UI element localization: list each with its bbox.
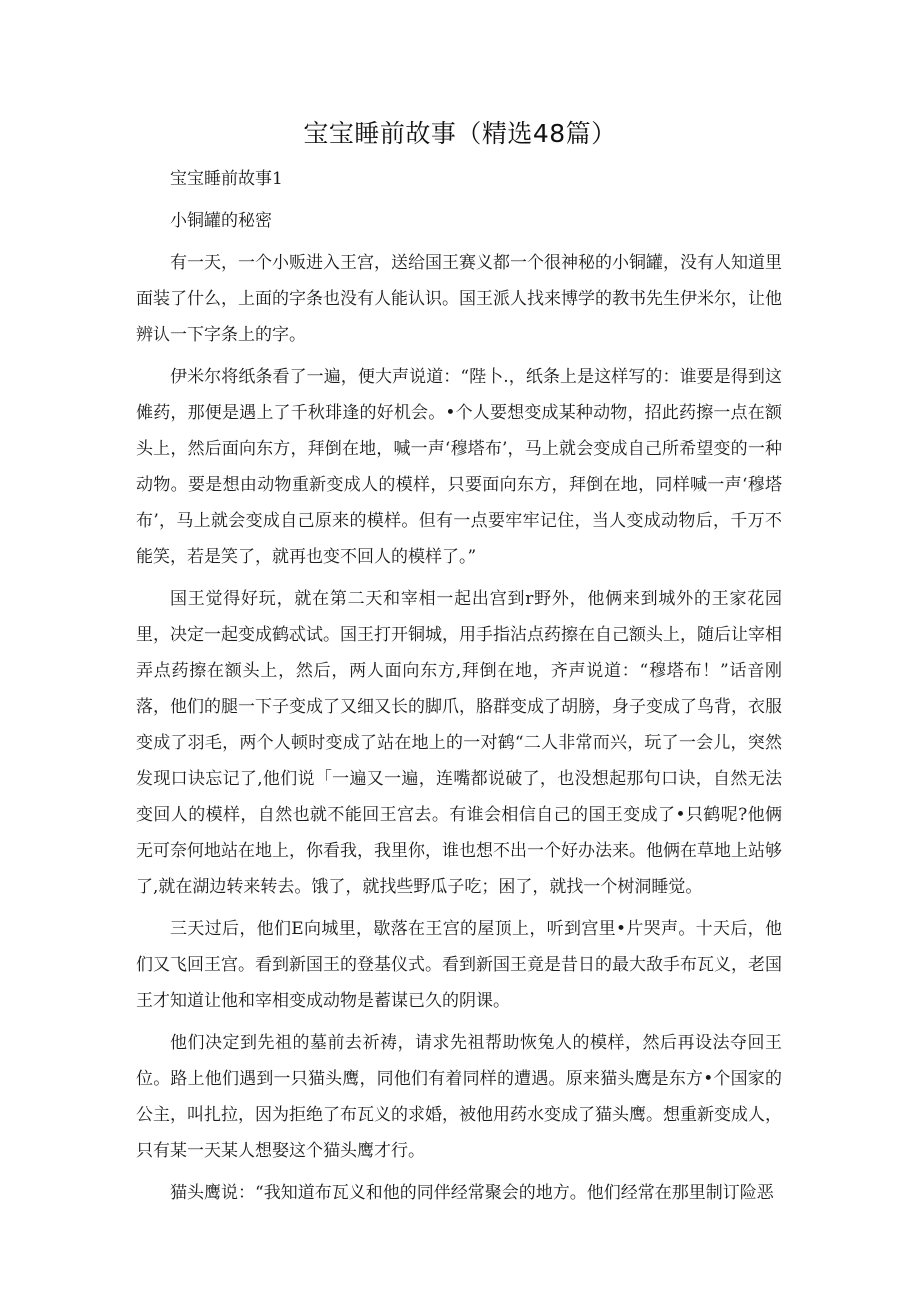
section-heading: 宝宝睡前故事1 bbox=[170, 169, 283, 189]
document-body bbox=[136, 161, 782, 1211]
paragraph-3: 国王觉得好玩，就在第二天和宰相一起出宫到r野外，他俩来到城外的王家花园里，决定一起变成鹤忒试。国王打开铜城，用手指沾点药擦在自己额头上，随后让宰相弄点药擦在额头上，然后，两人面向东方,拜倒在地，齐声说道：“穆塔布！”话音刚落，他们的腿一下子变成了又细又长的脚爪，胳群变成了胡膀，身子变成了鸟背，衣服变成了羽毛，两个人顿时变成了站在地上的一对鹤“二人非常而兴，玩了一会儿，突然发现口诀忘记了,他们说「一遍又一遍，连嘴都说破了，也没想起那句口诀，自然无法变回人的模样，自然也就不能回王宫去。有谁会相信自己的国王变成了•只鹤呢?他俩无可奈何地站在地上，你看我，我里你，谁也想不出一个好办法来。他俩在草地上站够了,就在湖边转来转去。饿了，就找些野瓜子吃；困了，就找一个树洞睡觉。 bbox=[136, 589, 782, 897]
paragraph-5: 他们决定到先祖的墓前去祈祷，请求先祖帮助恢兔人的模样，然后再设法夺回王位。路上他们遇到一只猫头鹰，同他们有着同样的遭遇。原来猫头鹰是东方•个国家的公主，叫扎拉，因为拒绝了布瓦义的求婚，被他用药水变成了猫头鹰。想重新变成人，只有某一天某人想娶这个猫头鹰才行。 bbox=[136, 1033, 782, 1161]
paragraph-2: 伊米尔将纸条看了一遍，便大声说道：“陛卜.，纸条上是这样写的：谁要是得到这傩药，那便是遇上了千秋琲逢的好机会。•个人要想变成某种动物，招此药擦一点在额头上，然后面向东方，拜倒在地，喊一声‘穆塔布’，马上就会变成自己所希望变的一种动物。要是想由动物重新变成人的模样，只要面向东方，拜倒在地，同样喊一声‘穆塔布’，马上就会变成自己原来的模样。但有一点要牢牢记住，当人变成动物后，千万不能笑，若是笑了，就再也变不回人的模样了。” bbox=[136, 367, 782, 567]
paragraph-4: 三天过后，他们E向城里，歇落在王宫的屋顶上，听到宫里•片哭声。十天后，他们又飞回王宫。看到新国王的登基仪式。看到新国王竟是昔日的最大敌手布瓦义，老国王才知道让他和宰相变成动物是蓄谋已久的阴课。 bbox=[136, 919, 782, 1011]
paragraph-1: 有一天，一个小贩进入王宫，送给国王赛义都一个很神秘的小铜罐，没有人知道里面装了什么，上面的字条也没有人能认识。国王派人找来博学的教书先生伊米尔，让他辨认一下字条上的字。 bbox=[136, 253, 782, 345]
story-title: 小铜罐的秘密 bbox=[170, 211, 272, 231]
document-title: 宝宝睡前故事（精选48篇） bbox=[303, 119, 617, 148]
paragraph-6: 猫头鹰说：“我知道布瓦义和他的同伴经常聚会的地方。他们经常在那里制订险恶 bbox=[170, 1183, 774, 1203]
